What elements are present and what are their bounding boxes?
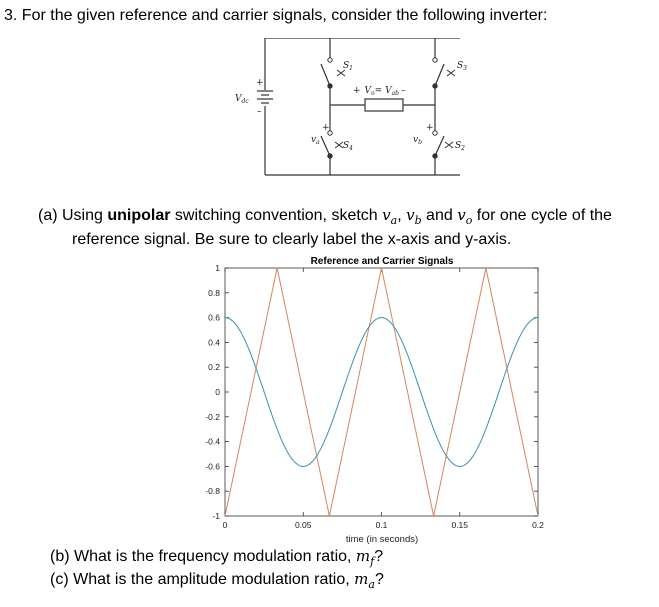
reference-carrier-chart — [190, 250, 560, 548]
svg-text:S2: $S_2$ — [455, 141, 465, 152]
x-tick-label: 0.05 — [294, 520, 312, 530]
plot-area — [205, 263, 544, 530]
svg-text:+: + — [256, 78, 264, 88]
y-tick-label: 0.6 — [208, 312, 220, 323]
part-a-prompt: (a) Using unipolar switching convention, sketch $v_a$, $v_b$ and $v_o$ for one cycle of the reference signal. Be sure to clearly label the x-axis and y-axis. — [38, 206, 612, 248]
svg-text:+: + — [322, 123, 330, 133]
svg-text:S3: $S_3$ — [457, 61, 467, 72]
vo-label: + $V_o= V_{ab}$ – — [353, 86, 406, 97]
y-tick-label: -0.6 — [205, 461, 220, 472]
question-text: For the given reference and carrier signals, consider the following inverter: — [21, 7, 548, 24]
switch-s2 — [433, 131, 465, 158]
switch-s4 — [321, 131, 353, 158]
x-tick-label: 0.2 — [532, 520, 544, 530]
chart-title: Reference and Carrier Signals — [310, 256, 454, 267]
svg-text:S4: $S_4$ — [343, 141, 353, 152]
x-tick-label: 0.1 — [375, 520, 388, 530]
va-node-label: $v_a$ — [311, 135, 320, 146]
svg-text:–: – — [257, 107, 262, 117]
part-c-prompt: (c) What is the amplitude modulation ratio, $m_a$? — [50, 570, 384, 591]
vb-node-label: $v_b$ — [413, 135, 422, 146]
x-tick-label: 0 — [222, 520, 228, 530]
svg-text:+: + — [426, 123, 434, 133]
plot-frame — [225, 268, 538, 516]
switch-s1 — [321, 58, 353, 88]
vdc-label: $V_{dc}$ — [235, 94, 249, 105]
y-tick-label: -1 — [212, 511, 220, 521]
inverter-circuit-diagram — [225, 38, 470, 193]
y-tick-label: -0.8 — [205, 486, 220, 497]
x-tick-label: 0.15 — [451, 520, 469, 530]
y-tick-label: 0 — [215, 387, 220, 397]
load-resistor — [365, 99, 403, 111]
switch-s3 — [433, 58, 467, 88]
y-tick-label: 0.4 — [208, 337, 220, 348]
svg-text:S1: $S_1$ — [343, 61, 353, 72]
dc-source — [257, 91, 273, 103]
y-tick-label: -0.2 — [205, 411, 220, 422]
y-tick-label: 1 — [215, 263, 220, 273]
part-b-prompt: (b) What is the frequency modulation ratio, $m_f$? — [50, 547, 384, 568]
reference-series-line — [225, 318, 538, 467]
y-tick-label: 0.8 — [208, 287, 220, 298]
question-number: 3. — [4, 7, 18, 24]
carrier-series-line — [225, 268, 538, 516]
y-tick-label: 0.2 — [208, 362, 220, 373]
question-title — [4, 6, 547, 26]
x-axis-label: time (in seconds) — [345, 534, 419, 545]
y-tick-label: -0.4 — [205, 436, 220, 447]
